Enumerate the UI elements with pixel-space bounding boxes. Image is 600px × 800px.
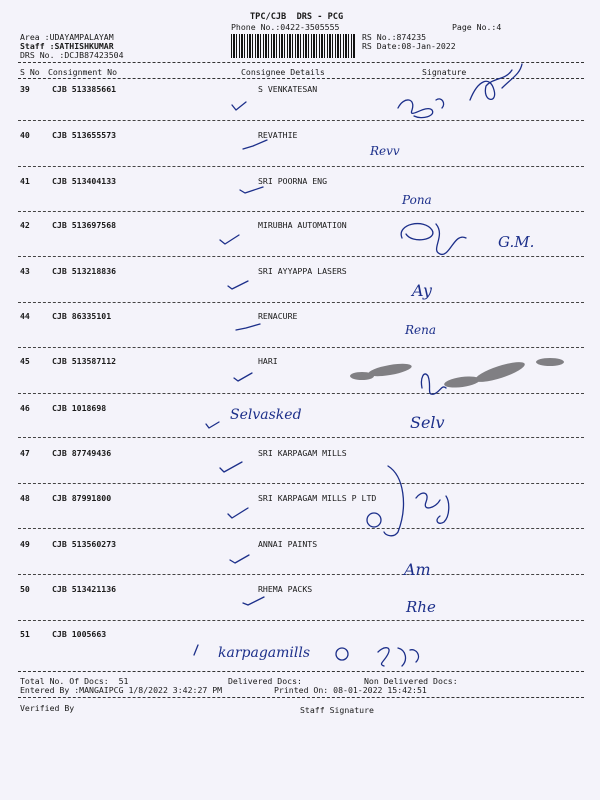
row-consignment: CJB 513655573 <box>52 130 117 140</box>
row-sno: 51 <box>20 629 30 639</box>
col-sno: S No <box>20 67 40 77</box>
non-delivered-docs: Non Delivered Docs: <box>364 676 458 686</box>
row-sno: 50 <box>20 584 30 594</box>
signature-scribble <box>421 374 446 394</box>
staff-label: Staff :SATHISHKUMAR <box>20 41 114 51</box>
row-consignee: MIRUBHA AUTOMATION <box>258 220 347 230</box>
footer-divider-2 <box>18 697 584 698</box>
tick-mark <box>236 324 260 330</box>
entered-by: Entered By :MANGAIPCG 1/8/2022 3:42:27 PM <box>20 685 223 695</box>
bracket-stroke <box>384 466 403 536</box>
tick-mark <box>228 508 248 518</box>
row-sno: 44 <box>20 311 30 321</box>
printed-on: Printed On: 08-01-2022 15:42:51 <box>274 685 427 695</box>
ink-smudge <box>350 358 564 389</box>
row-consignment: CJB 86335101 <box>52 311 112 321</box>
circle-mark <box>367 513 381 527</box>
row-sno: 47 <box>20 448 30 458</box>
row-consignee: SRI POORNA ENG <box>258 176 328 186</box>
signature-scribble <box>416 493 449 523</box>
handwritten-receiver-name: karpagamills <box>218 645 311 661</box>
signature: Selv <box>410 413 445 432</box>
signature: Revv <box>370 144 400 158</box>
page-number: Page No.:4 <box>452 22 502 32</box>
verified-by: Verified By <box>20 703 75 713</box>
row-consignment: CJB 513404133 <box>52 176 117 186</box>
phone-number: Phone No.:0422-3505555 <box>231 22 340 32</box>
circle-mark <box>336 648 348 660</box>
row-sno: 49 <box>20 539 30 549</box>
row-consignment: CJB 87749436 <box>52 448 112 458</box>
row-consignment: CJB 513560273 <box>52 539 117 549</box>
signature-scribble <box>401 224 466 255</box>
row-sno: 41 <box>20 176 30 186</box>
row-sno: 43 <box>20 266 30 276</box>
tick-mark <box>220 462 242 472</box>
tick-mark <box>243 140 267 149</box>
document-title: TPC/CJB DRS - PCG <box>250 12 344 22</box>
row-sno: 39 <box>20 84 30 94</box>
row-sno: 40 <box>20 130 30 140</box>
drs-number: DRS No. :DCJB87423504 <box>20 50 124 60</box>
handwritten-receiver-name: Selvasked <box>230 407 302 423</box>
row-consignment: CJB 513587112 <box>52 356 117 366</box>
total-docs: Total No. Of Docs: 51 <box>20 676 129 686</box>
staff-signature: Staff Signature <box>300 705 374 715</box>
signature: Pona <box>402 193 432 207</box>
row-sno: 46 <box>20 403 30 413</box>
row-consignee: ANNAI PAINTS <box>258 539 318 549</box>
rs-number: RS No.:874235 <box>362 32 427 42</box>
row-sno: 45 <box>20 356 30 366</box>
tick-mark <box>243 597 264 605</box>
footer-divider <box>18 671 584 672</box>
signature: Am <box>404 560 431 579</box>
row-consignment: CJB 1005663 <box>52 629 107 639</box>
row-consignee: HARI <box>258 356 278 366</box>
col-consignment: Consignment No <box>48 67 118 77</box>
row-consignee: SRI KARPAGAM MILLS P LTD <box>258 493 377 503</box>
signature: Rhe <box>406 598 436 616</box>
row-consignment: CJB 513421136 <box>52 584 117 594</box>
row-consignment: CJB 87991800 <box>52 493 112 503</box>
row-consignee: SRI AYYAPPA LASERS <box>258 266 347 276</box>
col-consignee: Consignee Details <box>241 67 325 77</box>
row-consignment: CJB 1018698 <box>52 403 107 413</box>
row-consignment: CJB 513218836 <box>52 266 117 276</box>
signature-scribble <box>470 64 522 100</box>
tick-mark <box>230 555 249 563</box>
row-consignment: CJB 513385661 <box>52 84 117 94</box>
signature-scribble <box>378 648 418 666</box>
row-consignee: REVATHIE <box>258 130 298 140</box>
row-consignee: SRI KARPAGAM MILLS <box>258 448 347 458</box>
tick-mark <box>240 187 263 193</box>
row-sno: 48 <box>20 493 30 503</box>
tick-mark <box>228 281 248 289</box>
area-label: Area :UDAYAMPALAYAM <box>20 32 114 42</box>
tick-mark <box>232 102 246 110</box>
row-consignee: RENACURE <box>258 311 298 321</box>
signature: Ay <box>412 281 432 300</box>
signature-scribble <box>398 99 444 118</box>
tick-mark <box>206 422 219 428</box>
rs-date: RS Date:08-Jan-2022 <box>362 41 456 51</box>
row-consignee: S VENKATESAN <box>258 84 318 94</box>
row-consignee: RHEMA PACKS <box>258 584 313 594</box>
row-sno: 42 <box>20 220 30 230</box>
delivered-docs: Delivered Docs: <box>228 676 302 686</box>
signature: Rena <box>405 323 437 337</box>
row-consignment: CJB 513697568 <box>52 220 117 230</box>
tick-mark <box>234 373 252 381</box>
tick-mark <box>220 235 239 244</box>
signature: G.M. <box>498 233 535 251</box>
col-signature: Signature <box>422 67 467 77</box>
tick-mark <box>194 645 198 655</box>
